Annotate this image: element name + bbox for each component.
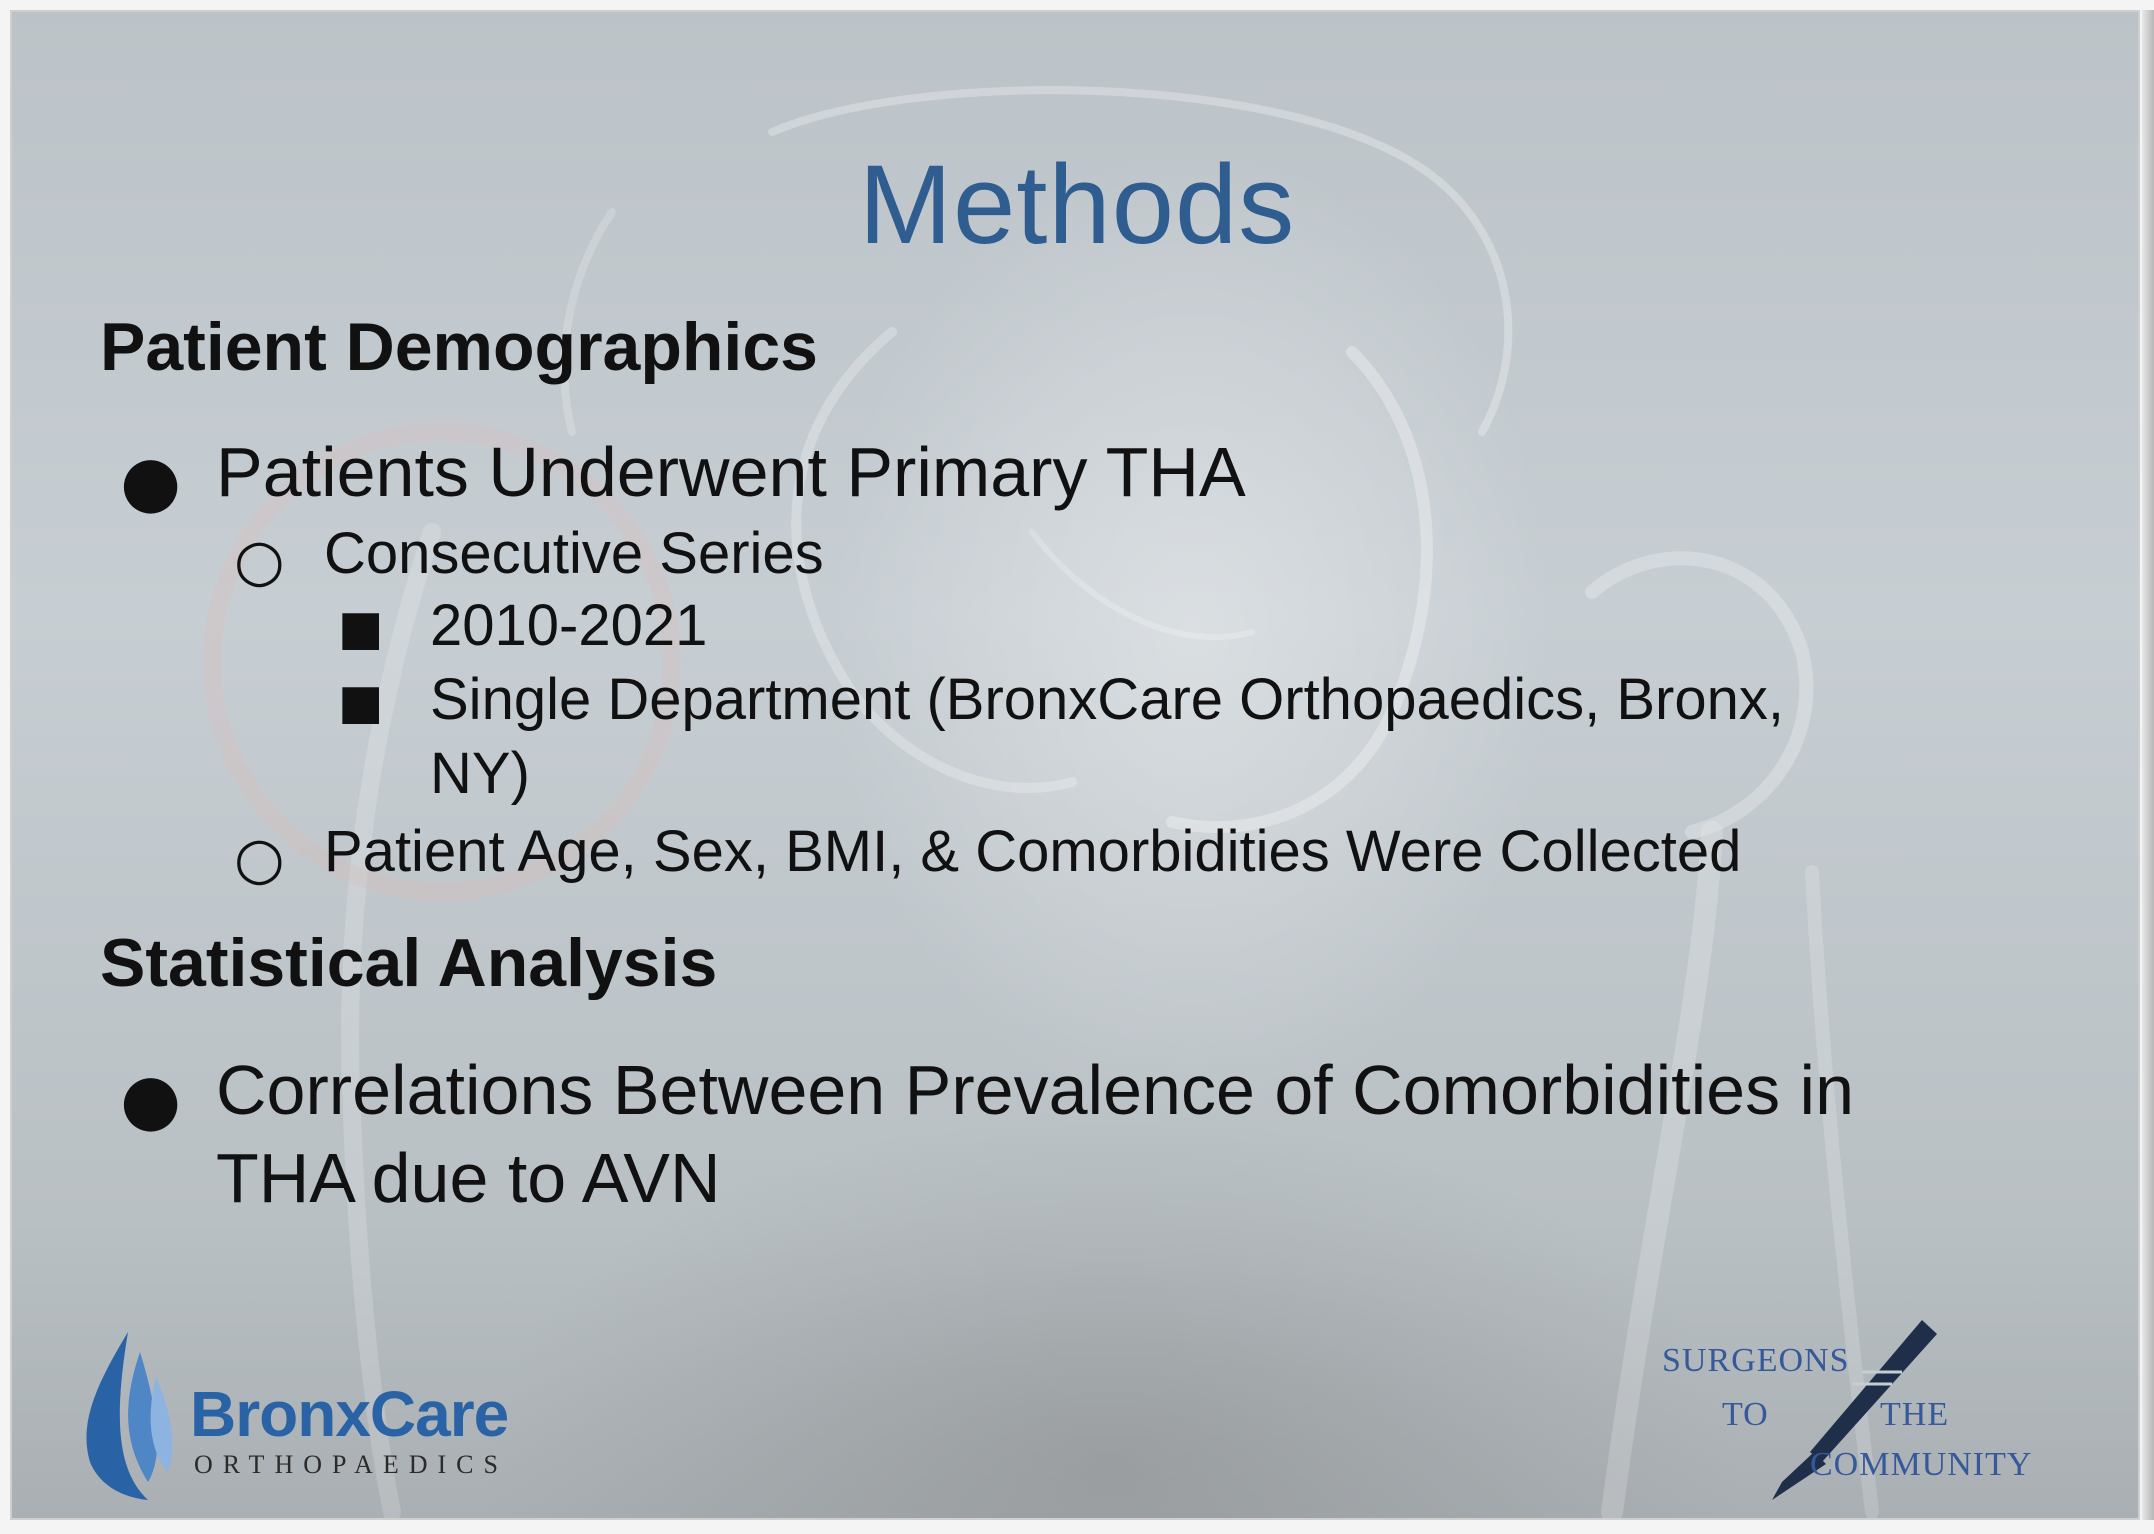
section-heading-patient-demographics: Patient Demographics xyxy=(100,309,818,385)
logo-text-the: THE xyxy=(1880,1396,1950,1433)
bullet-text-correlations-line2: THA due to AVN xyxy=(216,1139,721,1217)
section-heading-statistical-analysis: Statistical Analysis xyxy=(100,925,718,1001)
bullet-disc: ● xyxy=(120,440,182,522)
sub-sub-bullet-department-line2: NY) xyxy=(430,741,530,806)
bullet-square: ■ xyxy=(338,674,384,730)
bronxcare-logo-name: BronxCare xyxy=(190,1378,509,1450)
sub-sub-bullet-years: 2010-2021 xyxy=(430,593,708,658)
bullet-text-correlations-line1: Correlations Between Prevalence of Comorbidities in xyxy=(216,1051,1855,1129)
bullet-disc: ● xyxy=(120,1058,182,1140)
surgeons-to-the-community-logo xyxy=(1642,1312,2062,1502)
bullet-circle: ○ xyxy=(234,526,285,594)
bronxcare-logo-subtitle: ORTHOPAEDICS xyxy=(194,1450,508,1479)
bronxcare-logo xyxy=(78,1322,578,1502)
logo-text-to: TO xyxy=(1722,1396,1769,1433)
logo-text-surgeons: SURGEONS xyxy=(1662,1342,1850,1379)
logo-text-community: COMMUNITY xyxy=(1810,1446,2033,1483)
bullet-square: ■ xyxy=(338,600,384,656)
slide-title: Methods xyxy=(858,142,1296,267)
sub-bullet-collected-data: Patient Age, Sex, BMI, & Comorbidities Were Collected xyxy=(324,819,1742,884)
bullet-text-primary-tha: Patients Underwent Primary THA xyxy=(216,433,1246,511)
sub-bullet-consecutive-series: Consecutive Series xyxy=(324,521,824,586)
bronxcare-flame-icon xyxy=(78,1332,188,1502)
bullet-circle: ○ xyxy=(234,824,285,892)
sub-sub-bullet-department-line1: Single Department (BronxCare Orthopaedics, Bronx, xyxy=(430,667,1784,732)
slide xyxy=(10,10,2140,1520)
slide-edge-shadow xyxy=(2142,10,2154,1520)
